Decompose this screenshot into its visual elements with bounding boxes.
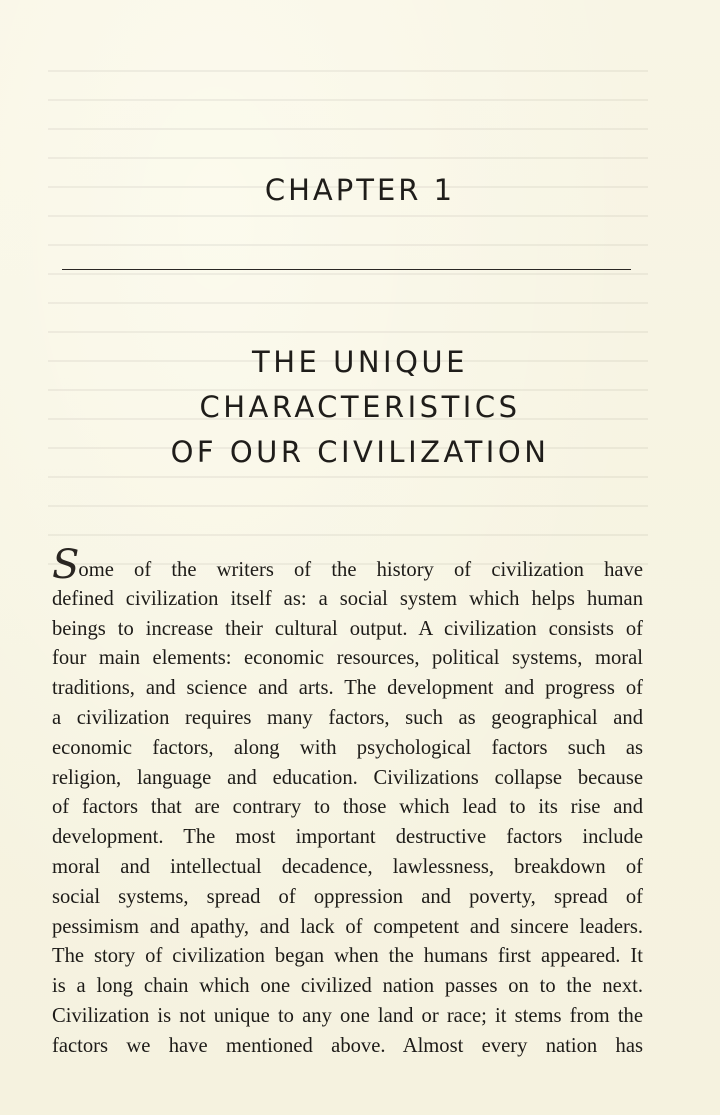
body-line: economic factors, along with psychological factors such as: [52, 736, 643, 759]
body-line: a civilization requires many factors, such as geographical and: [52, 706, 643, 729]
body-line: defined civilization itself as: a social system which helps human: [52, 587, 643, 610]
first-line-text: ome of the writers of the history of civilization have: [78, 559, 643, 581]
drop-cap: S: [52, 542, 79, 588]
body-line: of factors that are contrary to those which lead to its rise and: [52, 796, 643, 819]
chapter-title-line: OF OUR CIVILIZATION: [170, 435, 550, 469]
body-line: Civilization is not unique to any one land or race; it stems from the: [52, 1004, 643, 1027]
body-line: social systems, spread of oppression and poverty, spread of: [52, 885, 643, 908]
body-line: factors we have mentioned above. Almost every nation has: [52, 1034, 643, 1057]
body-text: [52, 542, 643, 1062]
body-line-first: [52, 542, 643, 588]
body-line: pessimism and apathy, and lack of competent and sincere leaders.: [52, 915, 643, 938]
body-line: development. The most important destructive factors include: [52, 826, 643, 849]
body-line: religion, language and education. Civilizations collapse because: [52, 766, 643, 789]
chapter-heading: CHAPTER 1: [264, 173, 456, 207]
chapter-title-line: THE UNIQUE: [252, 345, 468, 379]
body-line: traditions, and science and arts. The development and progress of: [52, 677, 643, 700]
body-line: beings to increase their cultural output. A civilization consists of: [52, 617, 643, 640]
chapter-title: [0, 340, 720, 475]
heading-divider: [62, 269, 631, 270]
body-line: is a long chain which one civilized nation passes on to the next.: [52, 975, 643, 998]
body-line: four main elements: economic resources, political systems, moral: [52, 647, 643, 670]
body-line: moral and intellectual decadence, lawlessness, breakdown of: [52, 855, 643, 878]
body-line: The story of civilization began when the humans first appeared. It: [52, 945, 643, 968]
chapter-title-line: CHARACTERISTICS: [199, 390, 521, 424]
